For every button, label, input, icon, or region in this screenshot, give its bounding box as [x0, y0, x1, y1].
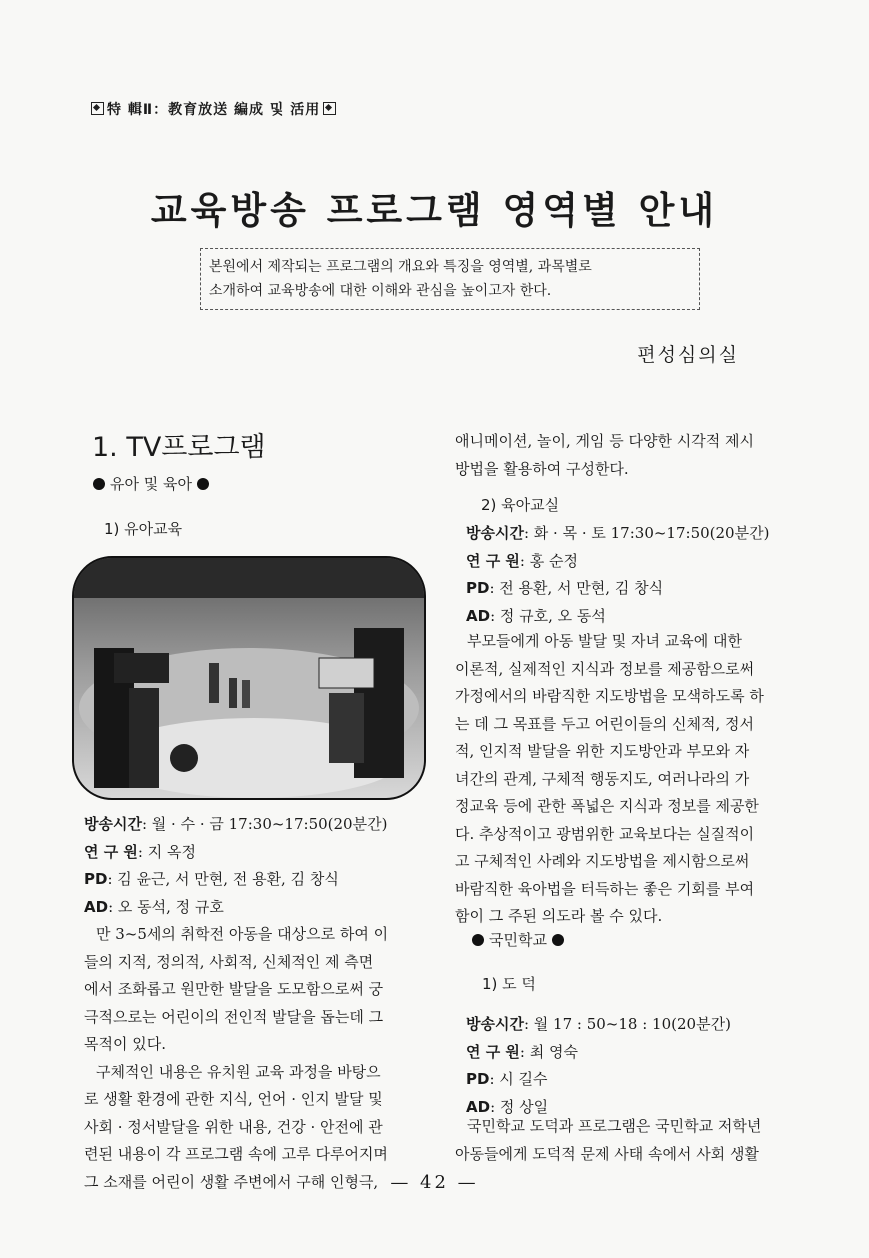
ad-label: AD: [466, 1097, 491, 1116]
ad-value: : 정 상일: [490, 1097, 549, 1116]
paragraph-line: 방법을 활용하여 구성한다.: [455, 459, 629, 478]
paragraph-line: 부모들에게 아동 발달 및 자녀 교육에 대한: [467, 632, 742, 650]
paragraph-line: 이론적, 실제적인 지식과 정보를 제공함으로써: [455, 659, 755, 678]
item3-paragraph: [455, 1113, 815, 1168]
ad-label: AD: [84, 897, 109, 916]
intro-line: 소개하여 교육방송에 대한 이해와 관심을 높이고자 한다.: [209, 283, 552, 299]
pd-label: PD: [466, 579, 490, 597]
paragraph-line: 가정에서의 바람직한 지도방법을 모색하도록 하: [455, 687, 764, 705]
section-header: [88, 99, 339, 119]
paragraph-line: 다. 추상적이고 광범위한 교육보다는 실질적이: [455, 824, 755, 843]
researcher-value: : 지 옥정: [137, 842, 196, 861]
researcher-label: 연 구 원: [84, 842, 138, 861]
paragraph-line: 련된 내용이 각 프로그램 속에 고루 다루어지며: [84, 1145, 388, 1163]
page-number: — 42 —: [390, 1172, 479, 1193]
paragraph-line: 함이 그 주된 의도라 볼 수 있다.: [455, 907, 663, 925]
continued-text: [455, 428, 815, 483]
paragraph-line: 는 데 그 목표를 두고 어린이들의 신체적, 정서: [455, 714, 754, 733]
bullet-icon: [552, 934, 564, 946]
item3-details: [466, 1011, 816, 1121]
broadcast-label: 방송시간: [84, 815, 142, 833]
page-title: 교육방송 프로그램 영역별 안내: [150, 189, 719, 232]
paragraph-line: 애니메이션, 놀이, 게임 등 다양한 시각적 제시: [455, 432, 754, 450]
author: 편성심의실: [637, 344, 739, 366]
broadcast-value: : 월 17 : 50~18 : 10(20분간): [523, 1015, 731, 1033]
paragraph-line: 바람직한 육아법을 터득하는 좋은 기회를 부여: [455, 879, 755, 898]
diamond-icon: [91, 102, 104, 115]
intro-box: [200, 248, 700, 310]
broadcast-label: 방송시간: [466, 524, 524, 542]
diamond-icon: [323, 102, 336, 115]
item-title: 1) 유아교육: [104, 520, 183, 538]
pd-label: PD: [84, 870, 108, 888]
broadcast-label: 방송시간: [466, 1015, 524, 1033]
section-title: 1. TV프로그램: [92, 432, 266, 463]
paragraph-line: 목적이 있다.: [84, 1035, 166, 1053]
paragraph-line: 녀간의 관계, 구체적 행동지도, 여러나라의 가: [455, 769, 750, 788]
paragraph-line: 로 생활 환경에 관한 지식, 언어 · 인지 발달 및: [84, 1090, 383, 1108]
broadcast-value: : 화 · 목 · 토 17:30~17:50(20분간): [523, 524, 770, 542]
researcher-label: 연 구 원: [466, 1042, 520, 1061]
item-title: 2) 육아교실: [481, 496, 560, 514]
paragraph-line: 그 소재를 어린이 생활 주변에서 구해 인형극,: [84, 1172, 379, 1191]
paragraph-line: 만 3~5세의 취학전 아동을 대상으로 하여 이: [96, 925, 389, 943]
researcher-label: 연 구 원: [466, 551, 520, 570]
studio-photo-image: [74, 558, 424, 798]
paragraph-line: 에서 조화롭고 원만한 발달을 도모함으로써 궁: [84, 980, 384, 998]
bullet-icon: [93, 478, 105, 490]
bullet-icon: [197, 478, 209, 490]
category-heading: [467, 929, 569, 950]
item1-details: [84, 811, 424, 1196]
paragraph-line: 적, 인지적 발달을 위한 지도방안과 부모와 자: [455, 742, 750, 760]
category-title: 유아 및 육아: [110, 475, 192, 493]
paragraph-line: 구체적인 내용은 유치원 교육 과정을 바탕으: [96, 1062, 381, 1081]
ad-value: : 정 규호, 오 동석: [490, 606, 606, 625]
paragraph-line: 아동들에게 도덕적 문제 사태 속에서 사회 생활: [455, 1144, 759, 1163]
category-title: 국민학교: [489, 931, 547, 949]
researcher-value: : 홍 순정: [519, 551, 578, 570]
pd-value: : 김 윤근, 서 만현, 전 용환, 김 창식: [107, 870, 339, 888]
item2-paragraph: [455, 628, 815, 931]
header-text: 特 輯Ⅱ：教育放送 編成 및 活用: [107, 102, 321, 118]
pd-label: PD: [466, 1070, 490, 1088]
intro-line: 본원에서 제작되는 프로그램의 개요와 특징을 영역별, 과목별로: [209, 259, 592, 275]
pd-value: : 전 용환, 서 만현, 김 창식: [489, 579, 664, 597]
studio-photo: [72, 556, 426, 800]
bullet-icon: [472, 934, 484, 946]
item-title: 1) 도 덕: [482, 975, 536, 993]
category-heading: [88, 473, 214, 494]
paragraph-line: 정교육 등에 관한 폭넓은 지식과 정보를 제공한: [455, 797, 759, 815]
paragraph-line: 고 구체적인 사례와 지도방법을 제시함으로써: [455, 852, 750, 870]
ad-value: : 오 동석, 정 규호: [108, 897, 224, 916]
item2-details: [466, 520, 816, 630]
researcher-value: : 최 영숙: [519, 1042, 578, 1061]
broadcast-value: : 월 · 수 · 금 17:30~17:50(20분간): [141, 815, 388, 833]
paragraph-line: 사회 · 정서발달을 위한 내용, 건강 · 안전에 관: [84, 1117, 383, 1136]
paragraph-line: 국민학교 도덕과 프로그램은 국민학교 저학년: [467, 1117, 762, 1135]
paragraph-line: 들의 지적, 정의적, 사회적, 신체적인 제 측면: [84, 952, 374, 971]
paragraph-line: 극적으로는 어린이의 전인적 발달을 돕는데 그: [84, 1007, 384, 1026]
pd-value: : 시 길수: [489, 1070, 548, 1088]
ad-label: AD: [466, 606, 491, 625]
